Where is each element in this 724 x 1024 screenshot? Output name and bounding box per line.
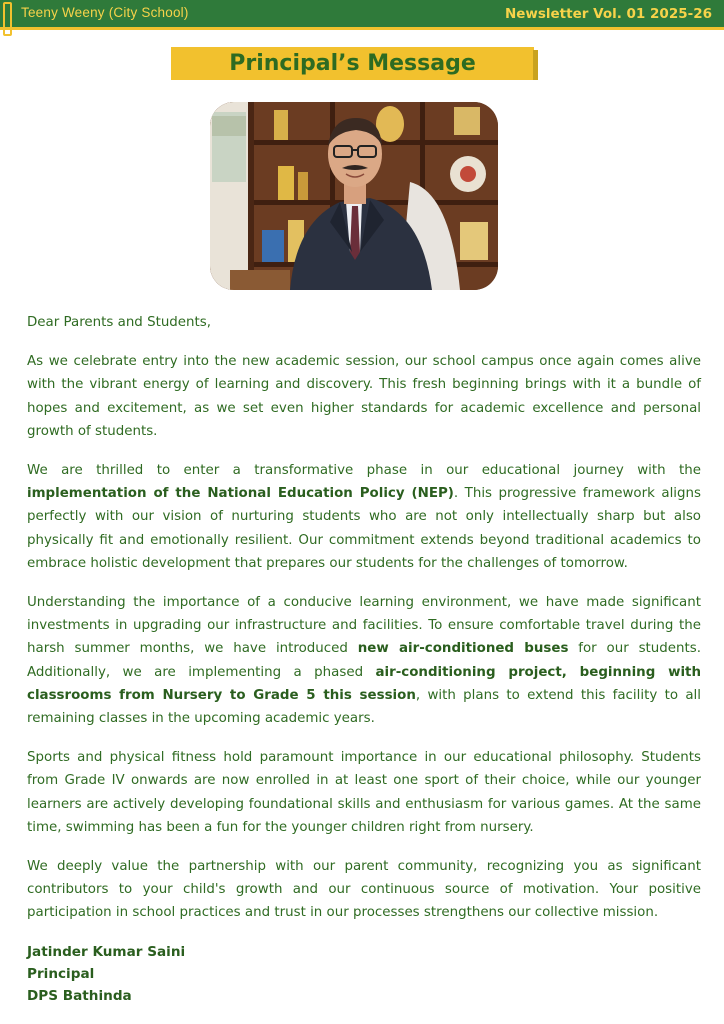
letter-salutation: Dear Parents and Students, <box>27 315 212 330</box>
newsletter-header <box>0 0 724 30</box>
newsletter-volume: Newsletter Vol. 01 2025-26 <box>504 6 712 22</box>
principal-letter <box>27 311 701 1007</box>
p2-text-end: . This progressive framework aligns perfectly with our vision of nurturing students who are not only intellectually sharp but also physically fit and emotionally resilient. Our commitment extends beyond traditional academics to embrace holistic development that prepares our students for the challenges of tomorrow. <box>27 486 701 571</box>
title-banner <box>171 47 534 80</box>
signature-role: Principal <box>27 965 95 982</box>
letter-paragraph-1: As we celebrate entry into the new academic session, our school campus once again comes alive with the vibrant energy of learning and discovery. This fresh beginning brings with it a bundle of hopes and excitement, as we set even higher standards for academic excellence and personal growth of students. <box>27 354 701 439</box>
p3-text-d: , with plans to extend this facility to all remaining classes in the upcoming academic years. <box>27 687 701 727</box>
p3-highlight-buses: new air-conditioned buses <box>357 641 569 657</box>
p3-highlight-ac-project: air-conditioning project, beginning with classrooms from Nursery to Grade 5 this session <box>27 664 701 703</box>
letter-paragraph-3 <box>27 591 701 730</box>
p3-text-a: Understanding the importance of a conducive learning environment, we have made significant investments in upgrading our infrastructure and facilities. To ensure comfortable travel during the harsh summer months, we have introduced <box>27 595 701 657</box>
signature-school: DPS Bathinda <box>27 987 132 1004</box>
signature-block <box>27 941 701 1007</box>
letter-paragraph-4: Sports and physical fitness hold paramount importance in our educational philosophy. Students from Grade IV onwards are now enrolled in at least one sport of their choice, while our younger learners are actively developing foundational skills and enthusiasm for various games. At the same time, swimming has been a fun for the younger children right from nursery. <box>27 750 701 835</box>
school-name: Teeny Weeny (City School) <box>21 5 189 20</box>
p3-text-c: for our students. Additionally, we are implementing a phased <box>27 641 701 680</box>
page-title: Principal’s Message <box>229 51 476 76</box>
p2-text-start: We are thrilled to enter a transformative phase in our educational journey with the <box>27 463 701 479</box>
principal-portrait-icon <box>210 102 498 290</box>
letter-paragraph-2 <box>27 459 701 575</box>
p2-highlight-nep: implementation of the National Education Policy (NEP) <box>27 486 454 502</box>
header-corner-ornament <box>3 2 12 36</box>
letter-paragraph-5: We deeply value the partnership with our parent community, recognizing you as significant contributors to your child's growth and our continuous source of motivation. Your positive participation in school practices and trust in our processes strengthens our collective mission. <box>27 859 701 921</box>
signature-name: Jatinder Kumar Saini <box>27 943 186 960</box>
header-accent-line <box>0 27 724 30</box>
principal-photo <box>210 102 498 290</box>
